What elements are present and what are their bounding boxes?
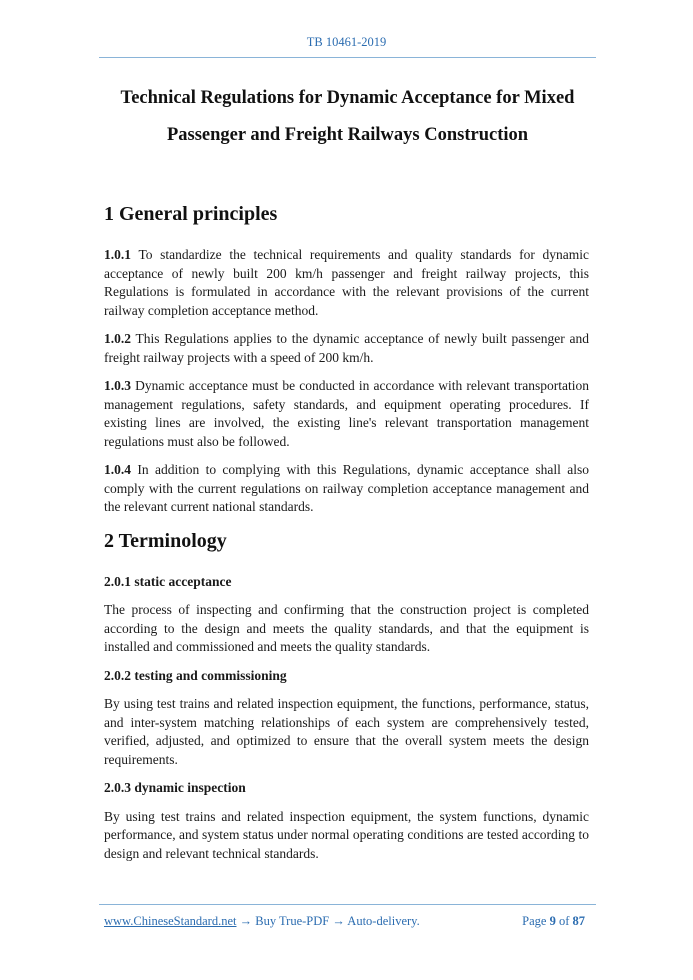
clause-number: 1.0.4 (104, 462, 131, 477)
header-divider (99, 57, 596, 58)
document-body (104, 200, 589, 873)
website-link[interactable]: www.ChineseStandard.net (104, 914, 237, 928)
footer-tagline: → Buy True-PDF → Auto-delivery. (236, 914, 420, 928)
footer-promo (104, 914, 420, 929)
clause-text: In addition to complying with this Regulations, dynamic acceptance shall also comply with the current regulations on railway completion acceptance management and the relevant current national standards. (104, 462, 589, 514)
clause-text: This Regulations applies to the dynamic acceptance of newly built passenger and freight railway projects with a speed of 200 km/h. (104, 331, 589, 365)
document-title-line-1: Technical Regulations for Dynamic Acceptance for Mixed (120, 88, 575, 108)
clause-number: 1.0.2 (104, 331, 131, 346)
clause-1-0-2 (104, 330, 589, 367)
standard-code-header: TB 10461-2019 (306, 35, 387, 49)
term-title-static-acceptance: 2.0.1 static acceptance (104, 573, 232, 589)
page-label: Page (522, 914, 550, 928)
clause-1-0-3 (104, 377, 589, 451)
clause-number: 1.0.3 (104, 378, 131, 393)
clause-number: 1.0.1 (104, 247, 131, 262)
term-definition-static-acceptance: The process of inspecting and confirming that the construction project is completed according to the design and meets the quality standards, and that the equipment is installed and commissioned and meets the quality standards. (104, 602, 589, 654)
term-definition-dynamic-inspection: By using test trains and related inspection equipment, the system functions, dynamic performance, and system status under normal operating conditions are tested according to design and relevant technical standards. (104, 808, 589, 861)
of-label: of (555, 914, 573, 928)
footer-divider (99, 904, 596, 905)
term-title-testing-commissioning: 2.0.2 testing and commissioning (104, 667, 287, 683)
current-page-number: 9 (549, 914, 556, 928)
clause-text: To standardize the technical requirements and quality standards for dynamic acceptance of newly built 200 km/h passenger and freight railway projects, this Regulations is formulated in accordance with the relevant provisions of the current railway completion acceptance method. (104, 247, 589, 318)
term-title-dynamic-inspection: 2.0.3 dynamic inspection (104, 780, 246, 795)
page-indicator (522, 914, 585, 929)
section-heading-general-principles: 1 General principles (104, 203, 278, 225)
clause-text: Dynamic acceptance must be conducted in accordance with relevant transportation management regulations, safety standards, and equipment operating procedures. If existing lines are involved, the existing line's relevant transportation management regulations must also be followed. (104, 378, 589, 449)
section-heading-terminology: 2 Terminology (104, 529, 227, 552)
total-page-count: 87 (572, 914, 585, 928)
document-title-line-2: Passenger and Freight Railways Construction (166, 125, 529, 145)
term-definition-testing-commissioning: By using test trains and related inspection equipment, the functions, performance, status, and inter-system matching relationships of each system are comprehensively tested, verified, adjusted, and optimized to ensure that the overall system meets the design requirements. (104, 696, 589, 767)
document-title (99, 80, 596, 154)
clause-1-0-4 (104, 461, 589, 517)
clause-1-0-1 (104, 246, 589, 320)
